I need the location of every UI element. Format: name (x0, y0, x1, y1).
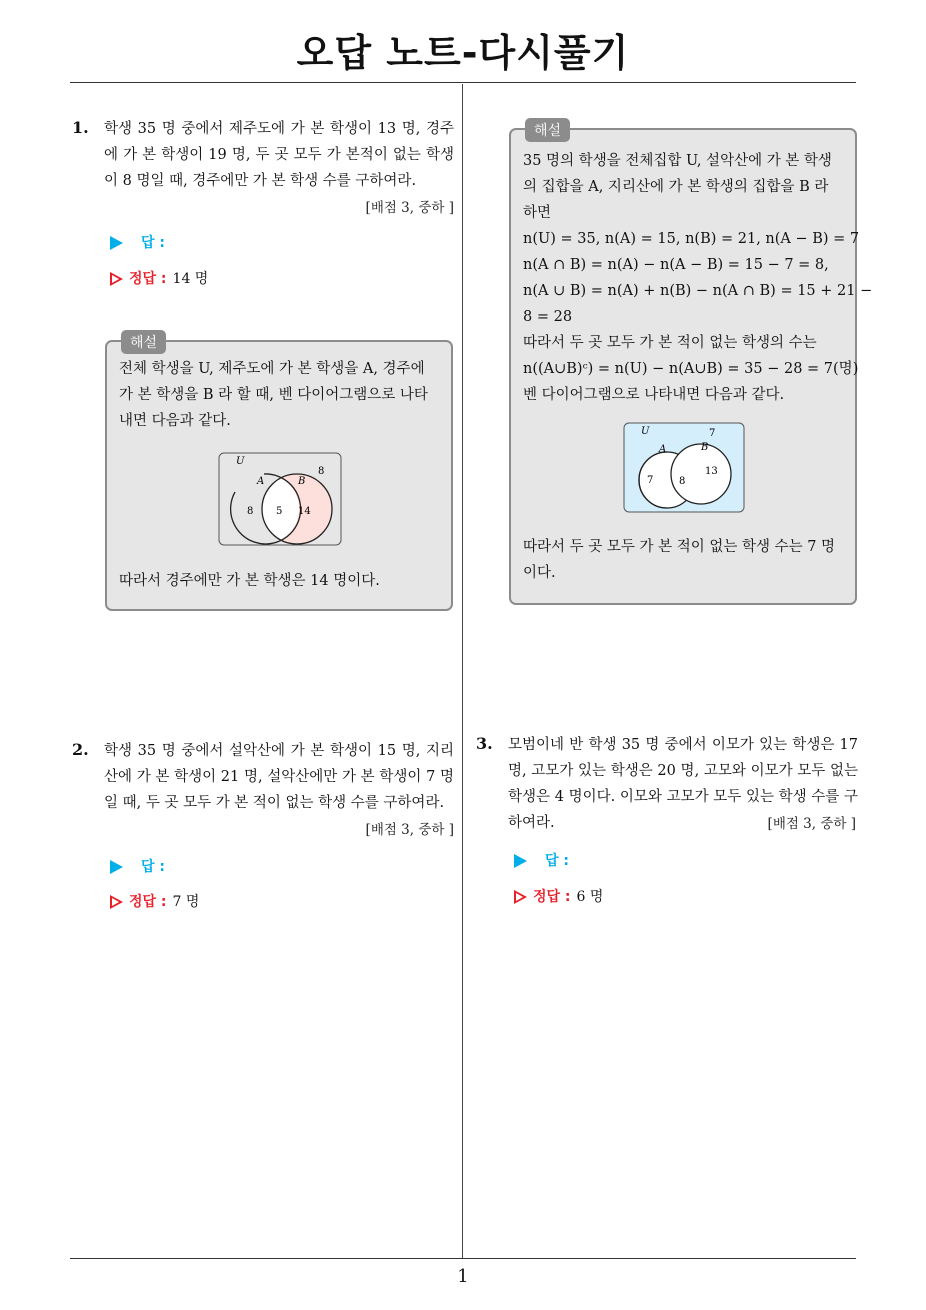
venn-outside-value: 7 (709, 428, 716, 439)
question-1-meta: [배점 3, 중하 ] (365, 200, 454, 216)
answer-label: 답 : (545, 853, 569, 869)
question-2-number: 2. (72, 740, 89, 759)
question-2-correct-row (110, 891, 199, 911)
outline-triangle-icon (514, 890, 527, 904)
venn-both-value: 8 (679, 476, 686, 487)
correct-value: 7 명 (172, 894, 200, 910)
answer-label: 답 : (141, 859, 165, 875)
page-title: 오답 노트-다시풀기 (296, 31, 630, 75)
answer-label: 답 : (141, 235, 165, 251)
question-1-number: 1. (72, 118, 89, 137)
page-number: 1 (457, 1266, 469, 1287)
solution-conclusion: 따라서 경주에만 가 본 학생은 14 명이다. (119, 573, 380, 589)
question-2-text: 학생 35 명 중에서 설악산에 가 본 학생이 15 명, 지리산에 가 본 학생이 21 명, 설악산에만 가 본 학생이 7 명일 때, 두 곳 모두 가 본 적이 없는 학생 수를 구하여라. (104, 743, 454, 811)
correct-label: 정답 : (129, 271, 167, 287)
venn-label-a: A (659, 444, 667, 455)
solution-line: n((A∪B)ᶜ) = n(U) − n(A∪B) = 35 − 28 = 7(명) (523, 361, 859, 377)
question-3-answer-row[interactable] (514, 850, 569, 870)
venn-only-b-value: 14 (298, 506, 311, 517)
question-1-text: 학생 35 명 중에서 제주도에 가 본 학생이 13 명, 경주에 가 본 학생이 19 명, 두 곳 모두 가 본적이 없는 학생이 8 명일 때, 경주에만 가 본 학생 수를 구하여라. (104, 121, 454, 189)
solution-text (523, 148, 873, 408)
venn-label-b: B (701, 442, 709, 453)
solution-line: 가 본 학생을 B 라 할 때, 벤 다이어그램으로 나타 (119, 387, 428, 403)
correct-value: 6 명 (576, 889, 604, 905)
venn-label-b: B (298, 476, 306, 487)
question-1-solution-box (105, 335, 453, 611)
venn-diagram-1 (218, 452, 343, 547)
solution-tab: 해설 (525, 118, 570, 142)
solution-line: 전체 학생을 U, 제주도에 가 본 학생을 A, 경주에 (119, 361, 425, 377)
solution-line: 이다. (523, 565, 556, 581)
question-1-answer-row[interactable] (110, 232, 165, 252)
solution-line: 35 명의 학생을 전체집합 U, 설악산에 가 본 학생 (523, 153, 832, 169)
question-2-solution-box (509, 123, 873, 605)
play-triangle-icon (514, 854, 527, 868)
solution-tab: 해설 (121, 330, 166, 354)
outline-triangle-icon (110, 895, 123, 909)
question-1-correct-row (110, 268, 208, 288)
question-3-text: 모범이네 반 학생 35 명 중에서 이모가 있는 학생은 17 명, 고모가 있는 학생은 20 명, 고모와 이모가 모두 없는 학생은 4 명이다. 이모와 고모가 모두 있는 학생 수를 구하여라. (508, 737, 858, 831)
footer-rule (70, 1258, 856, 1259)
venn-circle-b (671, 444, 731, 504)
venn-only-b-value: 13 (705, 466, 718, 477)
venn-outside-value: 8 (318, 466, 325, 477)
question-3-number: 3. (476, 734, 493, 753)
solution-line: 따라서 두 곳 모두 가 본 적이 없는 학생 수는 7 명 (523, 539, 836, 555)
solution-text (119, 356, 445, 434)
solution-line: 의 집합을 A, 지리산에 가 본 학생의 집합을 B 라 (523, 179, 829, 195)
venn-label-a: A (257, 476, 265, 487)
correct-label: 정답 : (533, 889, 571, 905)
solution-line: n(U) = 35, n(A) = 15, n(B) = 21, n(A − B) = 7 (523, 231, 860, 247)
question-2-answer-row[interactable] (110, 856, 165, 876)
solution-line: 8 = 28 (523, 309, 573, 325)
solution-line: 따라서 두 곳 모두 가 본 적이 없는 학생의 수는 (523, 335, 817, 351)
venn-only-a-value: 8 (247, 506, 254, 517)
correct-value: 14 명 (172, 271, 209, 287)
outline-triangle-icon (110, 272, 123, 286)
venn-only-a-value: 7 (647, 475, 654, 486)
column-divider (462, 84, 463, 1258)
question-3-meta: [배점 3, 중하 ] (767, 816, 856, 832)
venn-both-value: 5 (276, 506, 283, 517)
venn-diagram-2 (623, 422, 745, 514)
solution-line: n(A ∪ B) = n(A) + n(B) − n(A ∩ B) = 15 + 21 − (523, 283, 873, 299)
header-rule (70, 82, 856, 83)
venn-label-u: U (641, 426, 650, 437)
venn-label-u: U (236, 456, 245, 467)
correct-label: 정답 : (129, 894, 167, 910)
solution-conclusion (523, 534, 853, 586)
question-2-meta: [배점 3, 중하 ] (365, 822, 454, 838)
solution-line: 하면 (523, 205, 552, 221)
question-3-correct-row (514, 886, 603, 906)
solution-line: 벤 다이어그램으로 나타내면 다음과 같다. (523, 387, 785, 403)
play-triangle-icon (110, 236, 123, 250)
play-triangle-icon (110, 860, 123, 874)
solution-line: 내면 다음과 같다. (119, 413, 231, 429)
solution-line: n(A ∩ B) = n(A) − n(A − B) = 15 − 7 = 8, (523, 257, 829, 273)
